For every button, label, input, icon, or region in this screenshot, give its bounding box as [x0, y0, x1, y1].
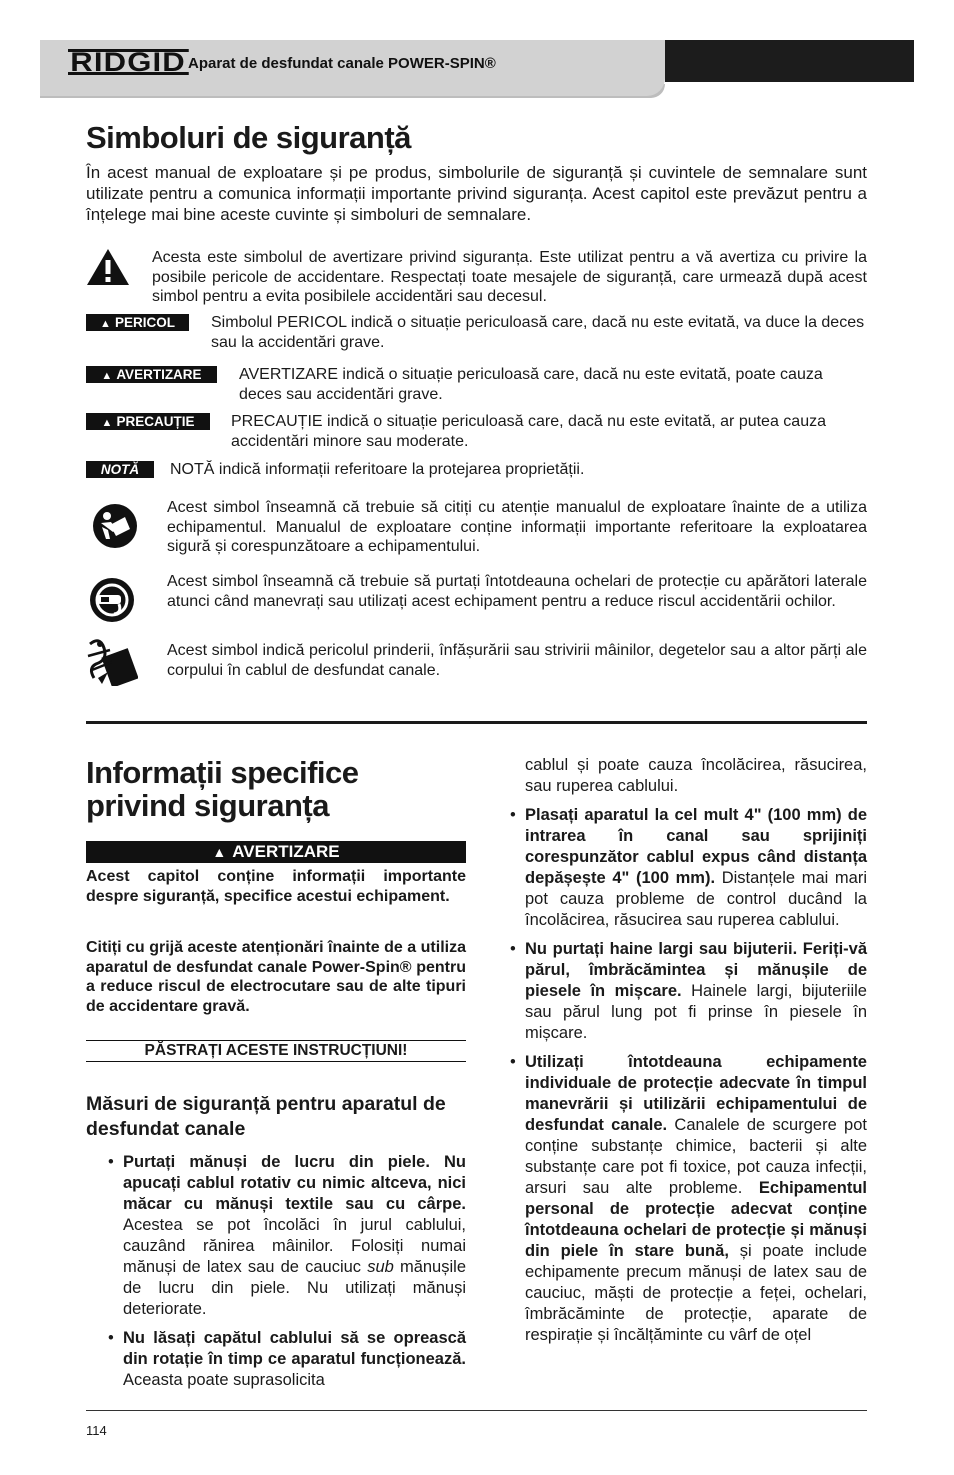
- page-number: 114: [86, 1423, 107, 1438]
- keep-instructions-banner: PĂSTRAȚI ACESTE INSTRUCȚIUNI!: [86, 1040, 466, 1062]
- section-title-symbols: Simboluri de siguranță: [86, 120, 411, 155]
- item-text: Acestea se pot încolăci în jurul cablului, cauzând rănirea mâinilor. Folosiți numai mănuși de latex sau de cauciuc: [123, 1216, 466, 1276]
- logo-text: RIDGID: [68, 49, 188, 75]
- list-item: [510, 1052, 867, 1346]
- safety-list-left: [108, 1152, 466, 1391]
- warning-triangle-icon: [86, 248, 130, 291]
- avertizare-label: AVERTIZARE: [116, 367, 202, 382]
- precautie-label: PRECAUȚIE: [116, 414, 195, 429]
- intro-paragraph: În acest manual de exploatare și pe produs, simbolurile de siguranță și cuvintele de semnalare sunt utilizate pentru a comunica informații importante privind siguranța. Acest capitol este prevăzut pentru a înțelege mai bine aceste cuvinte și simboluri de semnalare.: [86, 163, 867, 224]
- bullet: •: [510, 940, 516, 958]
- item-bold-text: Utilizați întotdeauna echipamente individuale de protecție adecvate în timpul manevrării și utilizării echipamentului de desfundat canale.: [525, 1053, 867, 1134]
- pericol-label: PERICOL: [114, 315, 175, 330]
- header-title: Aparat de desfundat canale POWER-SPIN®: [188, 55, 496, 72]
- pericol-text: Simbolul PERICOL indică o situație periculoasă care, dacă nu este evitată, va duce la deces sau la accidentări grave.: [211, 314, 865, 351]
- avertizare-badge: [86, 366, 217, 383]
- bullet: •: [108, 1329, 114, 1347]
- hand-entanglement-icon: [86, 634, 138, 691]
- subsection-title: Măsuri de siguranță pentru aparatul de desfundat canale: [86, 1093, 446, 1140]
- item-emphasis: sub: [367, 1258, 394, 1276]
- section-title-specific-info: Informații specifice privind siguranța: [86, 755, 359, 823]
- header-dark-block: [665, 40, 914, 82]
- bullet: •: [510, 806, 516, 824]
- item-text: și poate include echipamente precum mănuși de latex sau de cauciuc, măști de protecție a feței, ochelari, îmbrăcăminte de protecție, aparate de respirație și încălțăminte cu vârf de oțel: [525, 1242, 867, 1344]
- item-bold-text: Purtați mănuși de lucru din piele. Nu apucați cablul rotativ cu nimic altceva, nici măcar cu mănuși textile sau cu cârpe.: [123, 1153, 466, 1213]
- item-bold-text: Plasați aparatul la cel mult 4" (100 mm) de intrarea în canal sau sprijiniți corespunzător cablul expus când distanța depășește 4" (100 mm).: [525, 806, 867, 887]
- safety-glasses-icon: [89, 577, 135, 628]
- warning-triangle-icon: ▲: [212, 844, 227, 860]
- warning-triangle-icon: ▲: [100, 318, 111, 330]
- precautie-text: PRECAUȚIE indică o situație periculoasă care, dacă nu este evitată, ar putea cauza accidentări minore sau moderate.: [231, 413, 826, 450]
- list-item: [108, 1152, 466, 1320]
- precautie-badge: [86, 413, 210, 430]
- section-divider: [86, 721, 867, 724]
- read-manual-icon: [92, 503, 138, 554]
- item-text: mănușile de lucru din piele. Nu utilizați mănuși deteriorate.: [123, 1258, 466, 1318]
- item-text: Distanțele mai mari pot cauza probleme de control ducând la încolăcirea, răsucirea sau ruperea cablului.: [525, 869, 867, 929]
- warning-triangle-icon: ▲: [101, 370, 113, 382]
- item-text: Hainele largi, bijuteriile sau părul lung pot fi prinse în piesele în mișcare.: [525, 982, 867, 1042]
- warning-paragraph-2: Citiți cu grijă aceste atenționări înainte de a utiliza aparatul de desfundat canale Power-Spin® pentru a reduce riscul de electrocutare sau de alte tipuri de accidentare gravă.: [86, 939, 466, 1015]
- item-bold-text: Nu lăsați capătul cablului să se oprească din rotație în timp ce aparatul funcționează.: [123, 1329, 466, 1368]
- footer-rule: [86, 1410, 867, 1411]
- avertizare-text: AVERTIZARE indică o situație periculoasă care, dacă nu este evitată, poate cauza deces sau accidentări grave.: [239, 366, 823, 403]
- hand-symbol-text: Acest simbol indică pericolul prinderii, înfășurării sau strivirii mâinilor, degetelor sau a altor părți ale corpului în cablul de desfundat canale.: [167, 642, 867, 679]
- list-item: [510, 939, 867, 1044]
- ridgid-logo: [68, 47, 188, 77]
- item-bold-text: Echipamentul personal de protecție adecvat conține întotdeauna ochelari de protecție și mănuși din piele în stare bună,: [525, 1179, 867, 1260]
- manual-symbol-text: Acest simbol înseamnă că trebuie să citiți cu atenție manualul de exploatare înainte de a utiliza echipamentul. Manualul de exploatare conține informații importante referitoare la exploatarea sigură și corespunzătoare a echipamentului.: [167, 499, 867, 555]
- glasses-symbol-text: Acest simbol înseamnă că trebuie să purtați întotdeauna ochelari de protecție cu apărători laterale atunci când manevrați sau utilizați acest echipament pentru a reduce riscul accidentării ochilor.: [167, 573, 867, 610]
- warning-bar-label: AVERTIZARE: [232, 842, 340, 861]
- warning-bar: [86, 841, 466, 863]
- item-bold-text: Nu purtați haine largi sau bijuterii. Feriți-vă părul, îmbrăcămintea și mănușile de piesele în mișcare.: [525, 940, 867, 1000]
- warning-paragraph-1: Acest capitol conține informații importante despre siguranță, specifice acestui echipament.: [86, 868, 466, 905]
- bullet: •: [108, 1153, 114, 1171]
- safety-list-right: [510, 805, 867, 1346]
- nota-badge: NOTĂ: [86, 461, 154, 478]
- item-text: Canalele de scurgere pot conține substanțe chimice, bacterii și alte substanțe care pot fi toxice, pot cauza infecții, arsuri sau alte probleme.: [525, 1116, 867, 1197]
- item-text: Aceasta poate suprasolicita: [123, 1371, 325, 1389]
- continued-text: cablul și poate cauza încolăcirea, răsucirea, sau ruperea cablului.: [525, 756, 867, 795]
- nota-text: NOTĂ indică informații referitoare la protejarea proprietății.: [170, 461, 585, 478]
- pericol-badge: [86, 314, 189, 331]
- list-item: [510, 805, 867, 931]
- list-item: [108, 1328, 466, 1391]
- alert-symbol-text: Acesta este simbolul de avertizare privind siguranța. Este utilizat pentru a vă avertiza cu privire la posibile pericole de accidentare. Respectați toate mesajele de siguranță, care urmează după acest simbol pentru a evita posibilele accidentări sau decesul.: [152, 249, 867, 305]
- bullet: •: [510, 1053, 516, 1071]
- warning-triangle-icon: ▲: [101, 417, 113, 429]
